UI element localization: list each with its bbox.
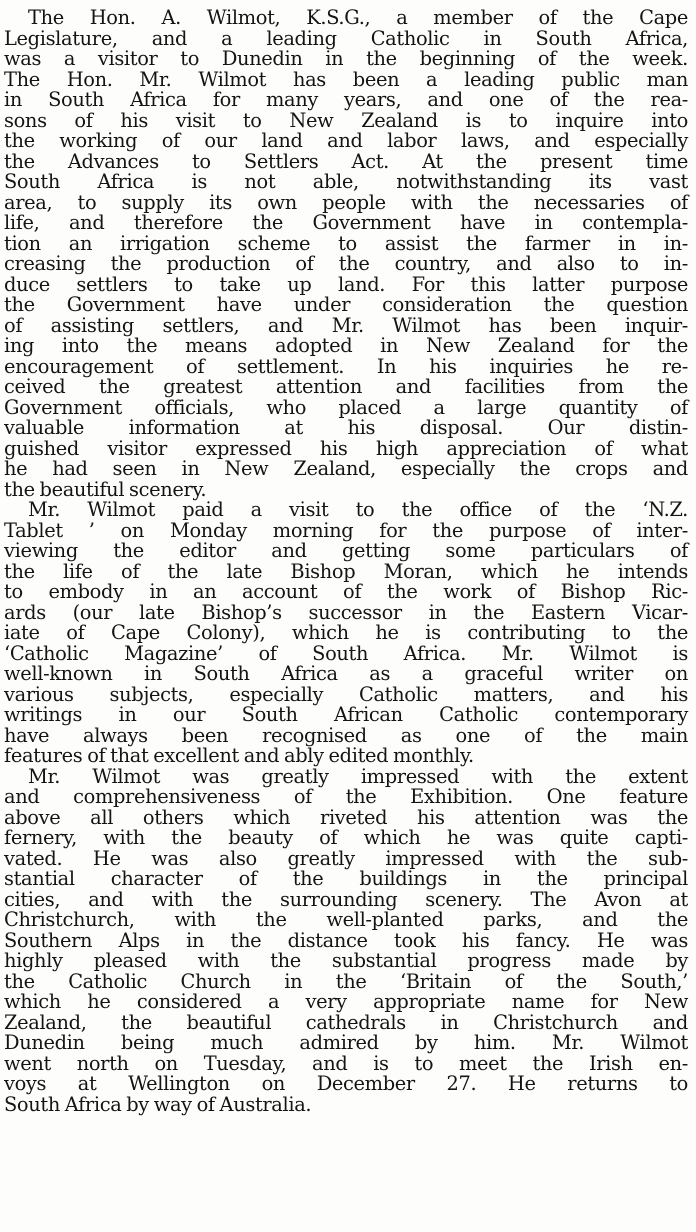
article-line: valuable information at his disposal. Our distin- [4,416,688,439]
article-line: was a visitor to Dunedin in the beginning of the week. [4,47,688,70]
article-line: South Africa by way of Australia. [4,1092,312,1116]
article-line: area, to supply its own people with the necessaries of [4,190,688,214]
article-line: guished visitor expressed his high appreciation of what [4,436,688,460]
article-line: fernery, with the beauty of which he was quite capti- [4,826,688,849]
article-line: he had seen in New Zealand, especially the crops and [4,457,688,480]
article-line: writings in our South African Catholic contemporary [4,703,688,726]
article-line: to embody in an account of the work of Bishop Ric- [4,580,688,603]
article-line: various subjects, especially Catholic matters, and his [4,682,688,706]
article-line: life, and therefore the Government have in contempla- [4,211,688,234]
article-line: Mr. Wilmot paid a visit to the office of the ‘N.Z. [28,498,688,521]
article-line: ceived the greatest attention and facilities from the [4,375,688,398]
article-line: went north on Tuesday, and is to meet the Irish en- [4,1051,688,1075]
article-line: encouragement of settlement. In his inquiries he re- [4,354,688,378]
article-line: ards (our late Bishop’s successor in the Eastern Vicar- [4,600,688,624]
article-line: sons of his visit to New Zealand is to inquire into [4,108,688,132]
article-column [4,8,688,1115]
article-line: Tablet ’ on Monday morning for the purpose of inter- [4,518,688,542]
article-line: in South Africa for many years, and one of the rea- [4,88,688,111]
article-line: the Government have under consideration the question [4,293,688,316]
article-line: Legislature, and a leading Catholic in South Africa, [4,26,688,50]
article-line: The Hon. Mr. Wilmot has been a leading public man [4,67,688,91]
article-line: voys at Wellington on December 27. He returns to [4,1072,688,1095]
article-line: duce settlers to take up land. For this latter purpose [4,272,688,296]
article-line: cities, and with the surrounding scenery. The Avon at [4,887,688,911]
article-line: Zealand, the beautiful cathedrals in Christchurch and [4,1010,688,1034]
article-line: ‘Catholic Magazine’ of South Africa. Mr. Wilmot is [4,641,688,665]
article-line: The Hon. A. Wilmot, K.S.G., a member of the Cape [28,6,688,29]
article-line: tion an irrigation scheme to assist the farmer in in- [4,231,688,255]
article-line: the working of our land and labor laws, and especially [4,129,688,152]
article-line: Christchurch, with the well-planted parks, and the [4,908,688,931]
article-line: Government officials, who placed a large quantity of [4,395,688,419]
article-line: South Africa is not able, notwithstanding its vast [4,170,688,193]
article-line: ing into the means adopted in New Zealand for the [4,334,688,357]
article-line: the life of the late Bishop Moran, which he intends [4,559,688,583]
article-line: highly pleased with the substantial progress made by [4,949,688,972]
article-line: above all others which riveted his attention was the [4,805,688,829]
article-line: of assisting settlers, and Mr. Wilmot has been inquir- [4,313,688,337]
article-line: and comprehensiveness of the Exhibition. One feature [4,785,688,808]
article-line: the beautiful scenery. [4,477,207,501]
article-line: viewing the editor and getting some particulars of [4,539,688,562]
article-line: stantial character of the buildings in the principal [4,867,688,890]
article-line: Mr. Wilmot was greatly impressed with the extent [28,764,688,788]
article-line: Southern Alps in the distance took his fancy. He was [4,928,688,952]
article-line: creasing the production of the country, and also to in- [4,252,688,275]
article-line: the Advances to Settlers Act. At the present time [4,149,688,173]
article-line: which he considered a very appropriate name for New [4,990,688,1013]
article-line: features of that excellent and ably edited monthly. [4,744,474,767]
article-line: vated. He was also greatly impressed with the sub- [4,846,688,870]
article-line: the Catholic Church in the ‘Britain of the South,’ [4,969,688,993]
article-line: well-known in South Africa as a graceful writer on [4,662,688,685]
article-line: iate of Cape Colony), which he is contributing to the [4,621,688,644]
article-line: have always been recognised as one of the main [4,723,688,747]
article-line: Dunedin being much admired by him. Mr. Wilmot [4,1031,688,1054]
